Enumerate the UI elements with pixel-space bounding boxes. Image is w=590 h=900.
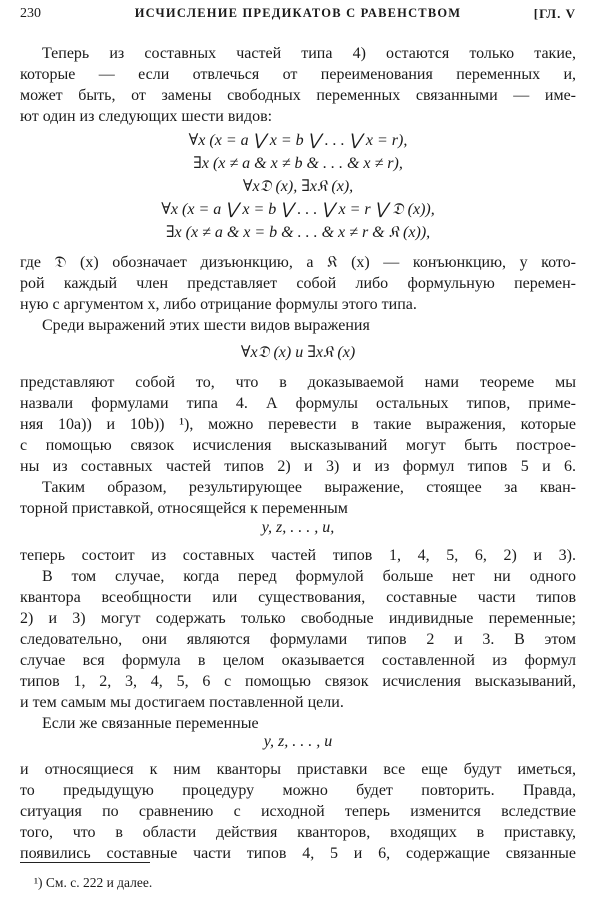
book-page (20, 0, 576, 900)
text-line: Теперь из составных частей типа 4) остаются только такие, (42, 45, 576, 62)
text-line: может быть, от замены свободных переменных связанными — име- (20, 87, 576, 104)
text-line: то предыдущую процедуру можно будет повторить. Правда, (20, 782, 576, 799)
running-title: ИСЧИСЛЕНИЕ ПРЕДИКАТОВ С РАВЕНСТВОМ (134, 6, 462, 20)
text-line: ют один из следующих шести видов: (20, 108, 273, 125)
text-line: представляют собой то, что в доказываемой нами теореме мы (20, 374, 576, 391)
text-line: В том случае, когда перед формулой больше нет ни одного (42, 568, 576, 585)
page-header (20, 6, 576, 26)
text-line: теперь состоит из составных частей типов 1, 4, 5, 6, 2) и 3). (20, 547, 576, 564)
formula-line: ∀x𝔇 (x), ∃x𝔎 (x), (242, 178, 354, 195)
text-line: того, что в области действия кванторов, входящих в приставку, (20, 824, 576, 841)
formula-line: ∀x (x = a ⋁ x = b ⋁ . . . ⋁ x = r ⋁ 𝔇 (x)), (161, 201, 435, 218)
text-line: квантора всеобщности или существования, составные части типов (20, 589, 576, 606)
formula-line: ∀x (x = a ⋁ x = b ⋁ . . . ⋁ x = r), (188, 132, 408, 149)
text-line: 2) и 3) могут содержать только свободные индивидные переменные; (20, 610, 576, 627)
text-line: торной приставкой, относящейся к переменным (20, 500, 348, 517)
text-line: с помощью связок исчисления высказываний могут быть построе- (20, 437, 576, 454)
footnote-divider (20, 862, 150, 863)
text-line: типов 1, 2, 3, 4, 5, 6 с помощью связок исчисления высказываний, (20, 673, 576, 690)
page-number: 230 (20, 6, 41, 21)
formula-line: y, z, . . . , u (263, 733, 333, 750)
text-line: ную с аргументом x, либо отрицание формулы этого типа. (20, 296, 417, 313)
text-line: которые — если отвлечься от переименования переменных и, (20, 66, 576, 83)
formula-line: ∃x (x ≠ a & x = b & . . . & x ≠ r & 𝔎 (x)), (165, 224, 431, 241)
text-line: няя 10a)) и 10b)) ¹), можно перевести в такие выражения, которые (20, 416, 576, 433)
footnote: ¹) См. с. 222 и далее. (34, 875, 153, 890)
text-line: Среди выражений этих шести видов выражения (42, 317, 370, 334)
text-line: и тем самым мы достигаем поставленной цели. (20, 694, 344, 711)
text-line: ситуация по сравнению с исходной теперь изменится вследствие (20, 803, 576, 820)
text-line: рой каждый член представляет собой либо формульную перемен- (20, 275, 576, 292)
formula-line: ∃x (x ≠ a & x ≠ b & . . . & x ≠ r), (193, 155, 403, 172)
text-line: где 𝔇 (x) обозначает дизъюнкцию, а 𝔎 (x) — конъюнкцию, у кото- (20, 254, 576, 271)
formula-line: y, z, . . . , u, (261, 519, 335, 536)
text-line: Таким образом, результирующее выражение, стоящее за кван- (42, 479, 576, 496)
chapter-label: [ГЛ. V (533, 6, 576, 21)
formula-line: ∀x𝔇 (x) и ∃x𝔎 (x) (240, 344, 356, 361)
text-line: ны из составных частей типов 2) и 3) и из формул типов 5 и 6. (20, 458, 576, 475)
text-line: назвали формулами типа 4. А формулы остальных типов, приме- (20, 395, 576, 412)
text-line: следовательно, они являются формулами типов 2 и 3. В этом (20, 631, 576, 648)
text-line: Если же связанные переменные (42, 715, 259, 732)
text-line: и относящиеся к ним кванторы приставки все еще будут иметься, (20, 761, 576, 778)
text-line: появились составные части типов 4, 5 и 6, содержащие связанные (20, 845, 576, 862)
text-line: случае вся формула в целом оказывается составленной из формул (20, 652, 576, 669)
